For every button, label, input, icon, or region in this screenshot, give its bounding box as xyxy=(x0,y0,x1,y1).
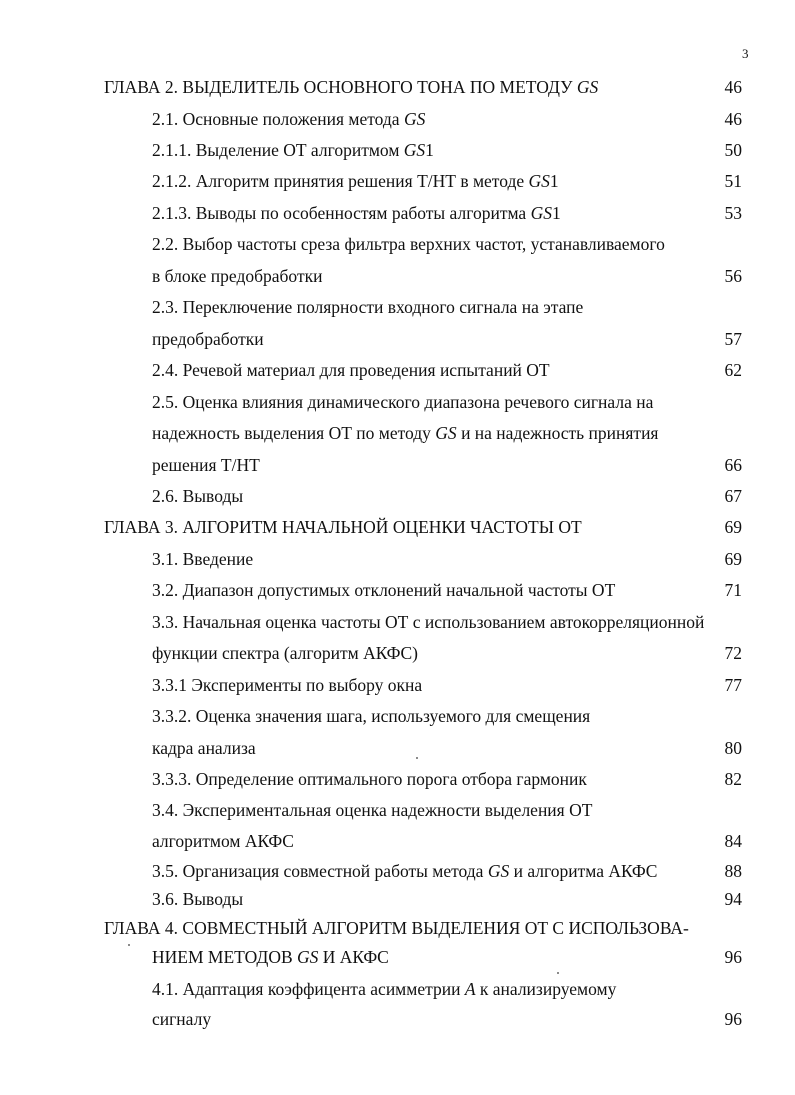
toc-page-number: 69 xyxy=(724,517,742,537)
toc-entry-text: 3.6. Выводы xyxy=(152,889,244,909)
toc-page-number: 57 xyxy=(724,329,742,349)
toc-entry-text: 3.5. Организация совместной работы метода xyxy=(152,861,488,881)
toc-entry-italic: GS xyxy=(487,861,510,881)
toc-entry-italic: GS xyxy=(403,140,426,160)
toc-entry-text: функции спектра (алгоритм АКФС) xyxy=(152,643,418,663)
toc-entry xyxy=(152,705,590,727)
toc-page-number: 53 xyxy=(724,203,742,223)
toc-entry-text: сигналу xyxy=(152,1009,212,1029)
toc-entry xyxy=(152,1008,211,1030)
toc-entry xyxy=(152,642,418,664)
toc-page-number: 71 xyxy=(724,580,742,600)
toc-page-number: 66 xyxy=(724,455,742,475)
toc-entry-text: ГЛАВА 3. АЛГОРИТМ НАЧАЛЬНОЙ ОЦЕНКИ ЧАСТОТЫ ОТ xyxy=(104,517,582,537)
toc-page-number: 80 xyxy=(724,738,742,758)
toc-entry xyxy=(152,674,422,696)
toc-entry-text-after: 1 xyxy=(549,171,559,191)
toc-page-number: 67 xyxy=(724,486,742,506)
toc-entry-text: ГЛАВА 2. ВЫДЕЛИТЕЛЬ ОСНОВНОГО ТОНА ПО МЕТОДУ xyxy=(104,77,577,97)
toc-entry xyxy=(152,768,587,790)
toc-entry-text: 3.3.3. Определение оптимального порога отбора гармоник xyxy=(152,769,587,789)
toc-entry xyxy=(152,233,665,255)
toc-page-number: 72 xyxy=(724,643,742,663)
toc-entry xyxy=(152,202,561,224)
toc-entry-text-after: и на надежность принятия xyxy=(456,423,659,443)
toc-entry-text: ГЛАВА 4. СОВМЕСТНЫЙ АЛГОРИТМ ВЫДЕЛЕНИЯ ОТ С ИСПОЛЬЗОВА- xyxy=(104,918,689,938)
toc-entry xyxy=(152,860,657,882)
toc-entry-italic: GS xyxy=(528,171,550,191)
toc-page-number: 84 xyxy=(724,831,742,851)
toc-entry xyxy=(152,391,653,413)
toc-entry-text: 3.2. Диапазон допустимых отклонений начальной частоты ОТ xyxy=(152,580,616,600)
toc-entry-text: 3.3. Начальная оценка частоты ОТ с использованием автокорреляционной xyxy=(152,612,705,632)
toc-entry-text: 3.3.2. Оценка значения шага, используемого для смещения xyxy=(152,706,591,726)
toc-entry xyxy=(104,917,689,939)
toc-page-number: 77 xyxy=(724,675,742,695)
toc-page-number: 82 xyxy=(724,769,742,789)
toc-entry xyxy=(152,830,294,852)
toc-entry xyxy=(152,108,425,130)
toc-page-number: 69 xyxy=(724,549,742,569)
toc-entry-text: 2.2. Выбор частоты среза фильтра верхних частот, устанавливаемого xyxy=(152,234,665,254)
toc-entry xyxy=(152,579,615,601)
toc-page-number: 46 xyxy=(724,109,742,129)
toc-entry-text: 3.3.1 Эксперименты по выбору окна xyxy=(152,675,423,695)
toc-entry xyxy=(152,799,592,821)
scan-speck xyxy=(416,757,418,759)
toc-page-number: 56 xyxy=(724,266,742,286)
scan-speck xyxy=(128,944,130,946)
toc-entry xyxy=(152,548,253,570)
toc-entry xyxy=(152,265,322,287)
toc-entry-italic: GS xyxy=(576,77,599,97)
toc-entry-text-after: к анализируемому xyxy=(475,979,617,999)
toc-entry xyxy=(152,296,583,318)
toc-entry-text: 2.4. Речевой материал для проведения испытаний ОТ xyxy=(152,360,550,380)
toc-entry-text: 4.1. Адаптация коэффицента асимметрии xyxy=(152,979,465,999)
toc-entry-text: предобработки xyxy=(152,329,264,349)
toc-page-number: 50 xyxy=(724,140,742,160)
toc-entry xyxy=(152,888,243,910)
toc-entry xyxy=(152,422,658,444)
toc-page-number: 96 xyxy=(724,947,742,967)
toc-entry-text: решения Т/НТ xyxy=(152,455,260,475)
toc-entry xyxy=(152,737,256,759)
toc-entry-text: в блоке предобработки xyxy=(152,266,323,286)
toc-entry xyxy=(152,485,243,507)
toc-page-number: 94 xyxy=(724,889,742,909)
toc-entry-text: 2.1. Основные положения метода xyxy=(152,109,404,129)
toc-entry-text: 2.1.1. Выделение ОТ алгоритмом xyxy=(152,140,404,160)
toc-entry-italic: GS xyxy=(297,947,319,967)
toc-entry-text: надежность выделения ОТ по методу xyxy=(152,423,436,443)
toc-page-number: 88 xyxy=(724,861,742,881)
toc-page-number: 96 xyxy=(724,1009,742,1029)
toc-entry-text-after: 1 xyxy=(551,203,561,223)
toc-entry xyxy=(152,978,616,1000)
toc-page-number: 51 xyxy=(724,171,742,191)
toc-entry-italic: A xyxy=(464,979,476,999)
toc-entry xyxy=(104,516,582,538)
toc-entry xyxy=(152,611,704,633)
toc-entry-text: 3.4. Экспериментальная оценка надежности выделения ОТ xyxy=(152,800,593,820)
toc-entry-text: 2.1.2. Алгоритм принятия решения Т/НТ в методе xyxy=(152,171,529,191)
toc-entry-text: 2.3. Переключение полярности входного сигнала на этапе xyxy=(152,297,584,317)
page-number: 3 xyxy=(742,46,749,61)
toc-entry-text-after: и алгоритма АКФС xyxy=(509,861,658,881)
toc-page-number: 46 xyxy=(724,77,742,97)
toc-entry-text: 2.6. Выводы xyxy=(152,486,244,506)
toc-entry-text: кадра анализа xyxy=(152,738,256,758)
toc-entry xyxy=(152,170,559,192)
toc-entry-italic: GS xyxy=(403,109,426,129)
toc-entry-text: 2.1.3. Выводы по особенностям работы алгоритма xyxy=(152,203,531,223)
toc-entry xyxy=(152,139,434,161)
toc-entry-text-after: 1 xyxy=(425,140,434,160)
toc-entry-italic: GS xyxy=(435,423,457,443)
toc-entry xyxy=(104,76,598,98)
toc-entry xyxy=(152,454,260,476)
toc-entry-text: НИЕМ МЕТОДОВ xyxy=(152,947,297,967)
toc-entry-text: 3.1. Введение xyxy=(152,549,254,569)
toc-entry xyxy=(152,359,550,381)
scan-speck xyxy=(557,972,559,974)
toc-entry-italic: GS xyxy=(530,203,552,223)
toc-entry xyxy=(152,946,389,968)
toc-entry-text: 2.5. Оценка влияния динамического диапазона речевого сигнала на xyxy=(152,392,654,412)
toc-entry xyxy=(152,328,264,350)
toc-page-number: 62 xyxy=(724,360,742,380)
toc-entry-text: алгоритмом АКФС xyxy=(152,831,294,851)
toc-entry-text-after: И АКФС xyxy=(318,947,389,967)
